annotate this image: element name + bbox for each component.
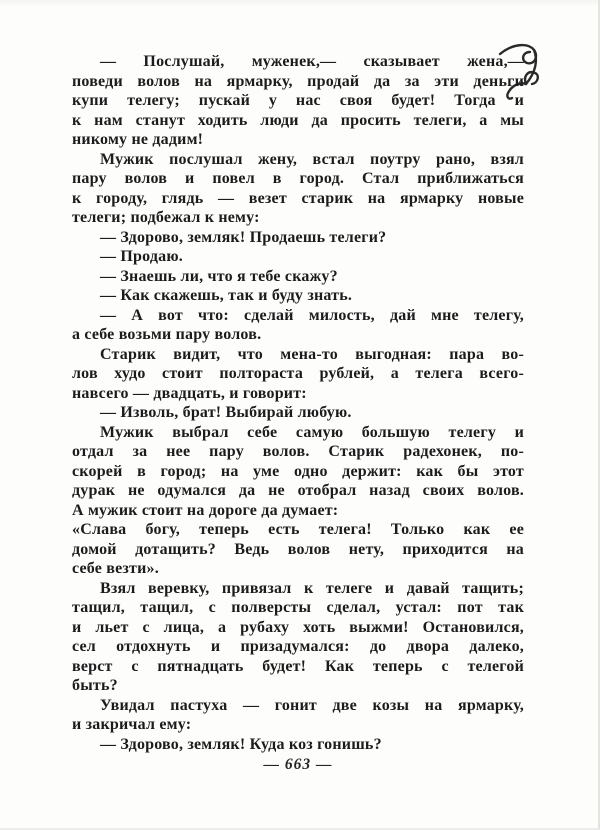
text-line: А мужик стоит на дороге да думает: xyxy=(72,501,339,519)
text-line: Мужик послушал жену, встал поутру рано, взял xyxy=(100,150,524,168)
text-line: «Слава богу, теперь есть телега! Только как ее xyxy=(72,521,524,538)
text-line: отдал за нее пару волов. Старик радехонек, по- xyxy=(72,443,524,460)
paragraph xyxy=(72,52,524,150)
text-line: никому не дадим! xyxy=(72,131,204,148)
paragraph xyxy=(72,247,524,267)
text-line: поведи волов на ярмарку, продай да за эти деньги xyxy=(72,72,524,90)
paragraph xyxy=(72,423,524,521)
paragraph xyxy=(72,345,524,404)
text-block xyxy=(72,52,524,754)
paragraph xyxy=(72,735,524,755)
text-line: и льет с лица, а рубаху хоть выжми! Остановился, xyxy=(72,618,524,636)
text-line: скорей в город; на уме одно держит: как бы этот xyxy=(72,462,524,480)
paragraph xyxy=(72,286,524,306)
text-line: и закричал ему: xyxy=(72,716,192,733)
text-line: а себе возьми пару волов. xyxy=(72,326,262,343)
paragraph xyxy=(72,228,524,248)
paragraph xyxy=(72,306,524,345)
text-line: Взял веревку, привязал к телеге и давай тащить; xyxy=(100,579,524,597)
paragraph xyxy=(72,150,524,228)
text-line: верст с пятнадцать будет! Как теперь с телегой xyxy=(72,657,524,675)
paragraph xyxy=(72,520,524,579)
paragraph xyxy=(72,696,524,735)
paragraph xyxy=(72,403,524,423)
text-line: — Послушай, муженек,— сказывает жена,— xyxy=(100,53,524,70)
paragraph xyxy=(72,579,524,696)
text-line: — А вот что: сделай милость, дай мне телегу, xyxy=(100,306,524,324)
text-line: лов худо стоит полтораста рублей, а телега всего- xyxy=(72,365,524,382)
text-line: купи телегу; пускай у нас своя будет! Тогда и xyxy=(72,92,524,109)
text-line: — Изволь, брат! Выбирай любую. xyxy=(100,404,352,421)
text-line: телеги; подбежал к нему: xyxy=(72,209,260,226)
text-line: — Как скажешь, так и буду знать. xyxy=(100,287,353,304)
text-line: быть? xyxy=(72,677,118,694)
text-line: — Знаешь ли, что я тебе скажу? xyxy=(100,267,338,285)
text-line: пару волов и повел в город. Стал приближаться xyxy=(72,170,524,187)
text-line: — Здорово, земляк! Продаешь телеги? xyxy=(100,228,387,246)
page-number: — 663 — xyxy=(263,756,333,773)
text-line: к нам станут ходить люди да просить телеги, а мы xyxy=(72,111,524,129)
text-line: навсего — двадцать, и говорит: xyxy=(72,384,307,402)
paragraph xyxy=(72,267,524,287)
text-line: дурак не одумался да не отобрал назад своих волов. xyxy=(72,482,524,499)
text-line: себе везти». xyxy=(72,560,159,577)
text-line: — Продаю. xyxy=(100,248,184,265)
text-line: тащил, тащил, с полверсты сделал, устал: пот так xyxy=(72,599,524,616)
text-line: сел отдохнуть и призадумался: до двора далеко, xyxy=(72,638,524,655)
text-line: Увидал пастуха — гонит две козы на ярмарку, xyxy=(100,696,524,714)
text-line: Старик видит, что мена-то выгодная: пара во- xyxy=(100,345,524,363)
text-line: к городу, глядь — везет старик на ярмарку новые xyxy=(72,189,524,207)
text-line: Мужик выбрал себе самую большую телегу и xyxy=(100,423,524,441)
text-line: домой дотащить? Ведь волов нету, приходится на xyxy=(72,540,524,558)
text-line: — Здорово, земляк! Куда коз гонишь? xyxy=(100,735,382,753)
